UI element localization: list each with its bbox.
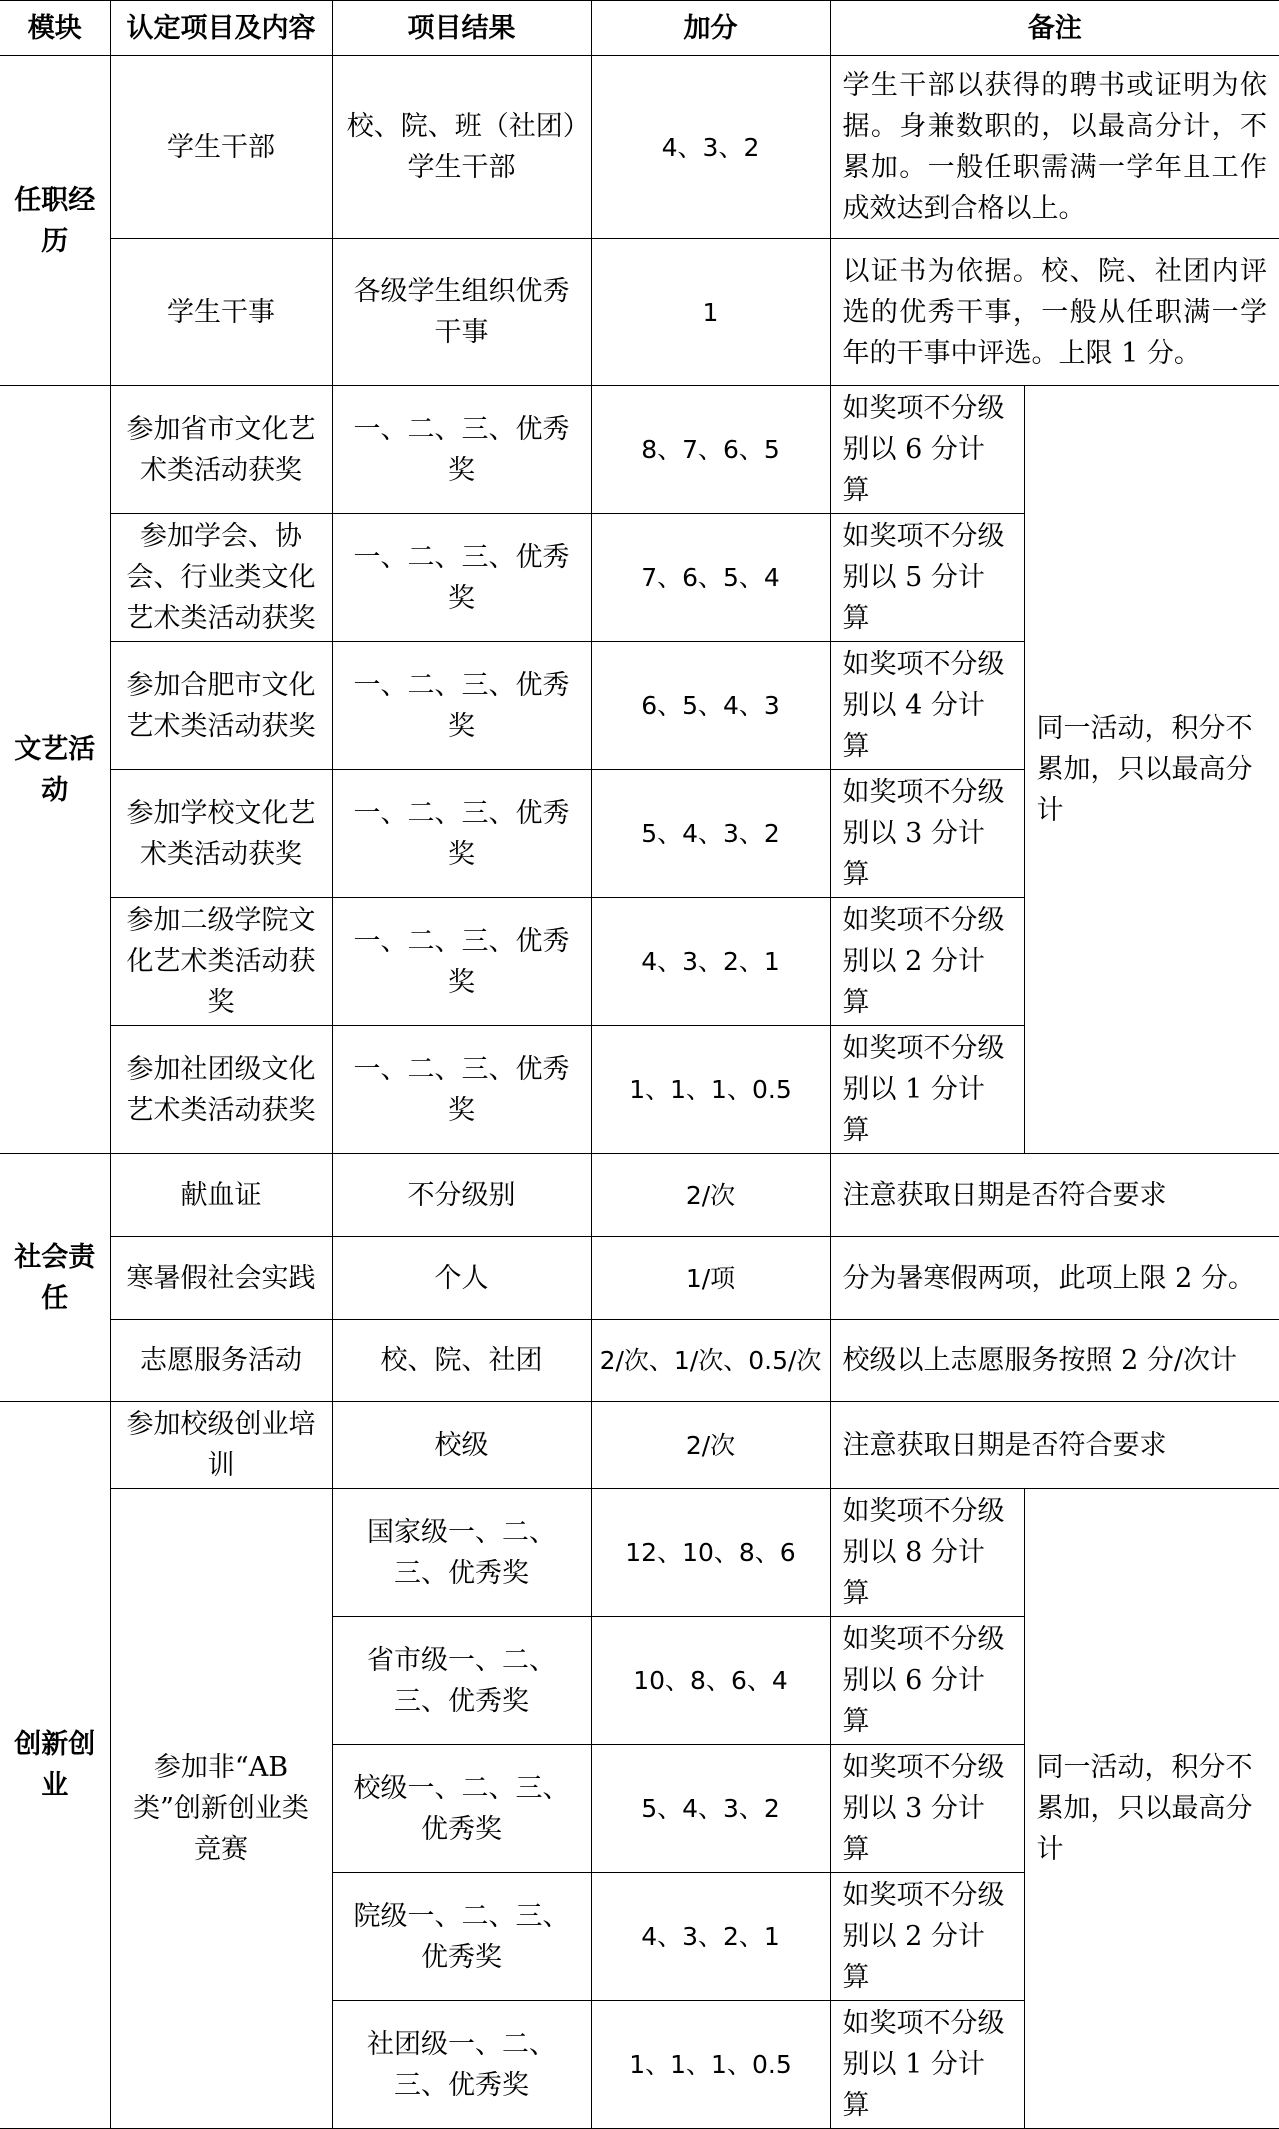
points-cell: 7、6、5、4	[591, 514, 830, 642]
note-cell: 校级以上志愿服务按照 2 分/次计	[830, 1320, 1279, 1402]
table-row	[0, 1489, 1279, 1617]
table-row	[0, 239, 1279, 386]
note-cell: 分为暑寒假两项，此项上限 2 分。	[830, 1237, 1279, 1320]
module-arts: 文艺活动	[0, 386, 110, 1154]
result-cell: 各级学生组织优秀干事	[332, 239, 591, 386]
item-cell: 学生干事	[110, 239, 332, 386]
note-cell: 如奖项不分级别以 4 分计算	[830, 642, 1024, 770]
result-cell: 一、二、三、优秀奖	[332, 642, 591, 770]
header-result: 项目结果	[332, 1, 591, 56]
note-cell: 如奖项不分级别以 5 分计算	[830, 514, 1024, 642]
result-cell: 一、二、三、优秀奖	[332, 386, 591, 514]
header-item: 认定项目及内容	[110, 1, 332, 56]
module-employment: 任职经历	[0, 56, 110, 386]
points-cell: 10、8、6、4	[591, 1617, 830, 1745]
points-cell: 2/次	[591, 1402, 830, 1489]
note-cell: 注意获取日期是否符合要求	[830, 1402, 1279, 1489]
note-cell: 如奖项不分级别以 8 分计算	[830, 1489, 1024, 1617]
result-cell: 校、院、班（社团）学生干部	[332, 56, 591, 239]
table-row	[0, 1237, 1279, 1320]
points-cell: 12、10、8、6	[591, 1489, 830, 1617]
points-cell: 5、4、3、2	[591, 770, 830, 898]
item-cell: 志愿服务活动	[110, 1320, 332, 1402]
points-cell: 1、1、1、0.5	[591, 2001, 830, 2129]
result-cell: 校级	[332, 1402, 591, 1489]
note-cell: 如奖项不分级别以 3 分计算	[830, 770, 1024, 898]
note-cell: 如奖项不分级别以 6 分计算	[830, 386, 1024, 514]
result-cell: 一、二、三、优秀奖	[332, 514, 591, 642]
module-social: 社会责任	[0, 1154, 110, 1402]
points-cell: 4、3、2	[591, 56, 830, 239]
note-cell: 如奖项不分级别以 6 分计算	[830, 1617, 1024, 1745]
result-cell: 省市级一、二、三、优秀奖	[332, 1617, 591, 1745]
item-cell: 参加二级学院文化艺术类活动获奖	[110, 898, 332, 1026]
note-cell: 如奖项不分级别以 1 分计算	[830, 1026, 1024, 1154]
points-cell: 5、4、3、2	[591, 1745, 830, 1873]
points-cell: 1/项	[591, 1237, 830, 1320]
item-cell: 参加校级创业培训	[110, 1402, 332, 1489]
table-row	[0, 1154, 1279, 1237]
points-cell: 2/次	[591, 1154, 830, 1237]
note-cell: 如奖项不分级别以 2 分计算	[830, 898, 1024, 1026]
item-cell: 参加学会、协会、行业类文化艺术类活动获奖	[110, 514, 332, 642]
item-cell: 献血证	[110, 1154, 332, 1237]
result-cell: 社团级一、二、三、优秀奖	[332, 2001, 591, 2129]
item-cell: 参加省市文化艺术类活动获奖	[110, 386, 332, 514]
table-row	[0, 386, 1279, 514]
item-cell: 寒暑假社会实践	[110, 1237, 332, 1320]
table-row	[0, 56, 1279, 239]
points-cell: 4、3、2、1	[591, 1873, 830, 2001]
item-cell: 参加社团级文化艺术类活动获奖	[110, 1026, 332, 1154]
item-cell: 参加学校文化艺术类活动获奖	[110, 770, 332, 898]
header-note: 备注	[830, 1, 1279, 56]
result-cell: 院级一、二、三、优秀奖	[332, 1873, 591, 2001]
result-cell: 国家级一、二、三、优秀奖	[332, 1489, 591, 1617]
header-row	[0, 1, 1279, 56]
table-row	[0, 1402, 1279, 1489]
result-cell: 校、院、社团	[332, 1320, 591, 1402]
result-cell: 不分级别	[332, 1154, 591, 1237]
note-cell: 如奖项不分级别以 3 分计算	[830, 1745, 1024, 1873]
competition-item-cell: 参加非“AB 类”创新创业类竞赛	[110, 1489, 332, 2129]
module-innovation: 创新创业	[0, 1402, 110, 2129]
header-module: 模块	[0, 1, 110, 56]
points-cell: 1、1、1、0.5	[591, 1026, 830, 1154]
points-cell: 6、5、4、3	[591, 642, 830, 770]
result-cell: 一、二、三、优秀奖	[332, 898, 591, 1026]
points-cell: 1	[591, 239, 830, 386]
note-cell: 如奖项不分级别以 1 分计算	[830, 2001, 1024, 2129]
note-cell: 注意获取日期是否符合要求	[830, 1154, 1279, 1237]
result-cell: 一、二、三、优秀奖	[332, 770, 591, 898]
item-cell: 参加合肥市文化艺术类活动获奖	[110, 642, 332, 770]
arts-side-note: 同一活动，积分不累加，只以最高分计	[1024, 386, 1279, 1154]
points-cell: 4、3、2、1	[591, 898, 830, 1026]
result-cell: 一、二、三、优秀奖	[332, 1026, 591, 1154]
note-cell: 以证书为依据。校、院、社团内评选的优秀干事，一般从任职满一学年的干事中评选。上限 1 分。	[830, 239, 1279, 386]
note-cell: 学生干部以获得的聘书或证明为依据。身兼数职的，以最高分计，不累加。一般任职需满一学年且工作成效达到合格以上。	[830, 56, 1279, 239]
note-cell: 如奖项不分级别以 2 分计算	[830, 1873, 1024, 2001]
header-points: 加分	[591, 1, 830, 56]
item-cell: 学生干部	[110, 56, 332, 239]
points-cell: 2/次、1/次、0.5/次	[591, 1320, 830, 1402]
result-cell: 个人	[332, 1237, 591, 1320]
result-cell: 校级一、二、三、优秀奖	[332, 1745, 591, 1873]
points-cell: 8、7、6、5	[591, 386, 830, 514]
table-row	[0, 1320, 1279, 1402]
innovation-side-note: 同一活动，积分不累加，只以最高分计	[1024, 1489, 1279, 2129]
